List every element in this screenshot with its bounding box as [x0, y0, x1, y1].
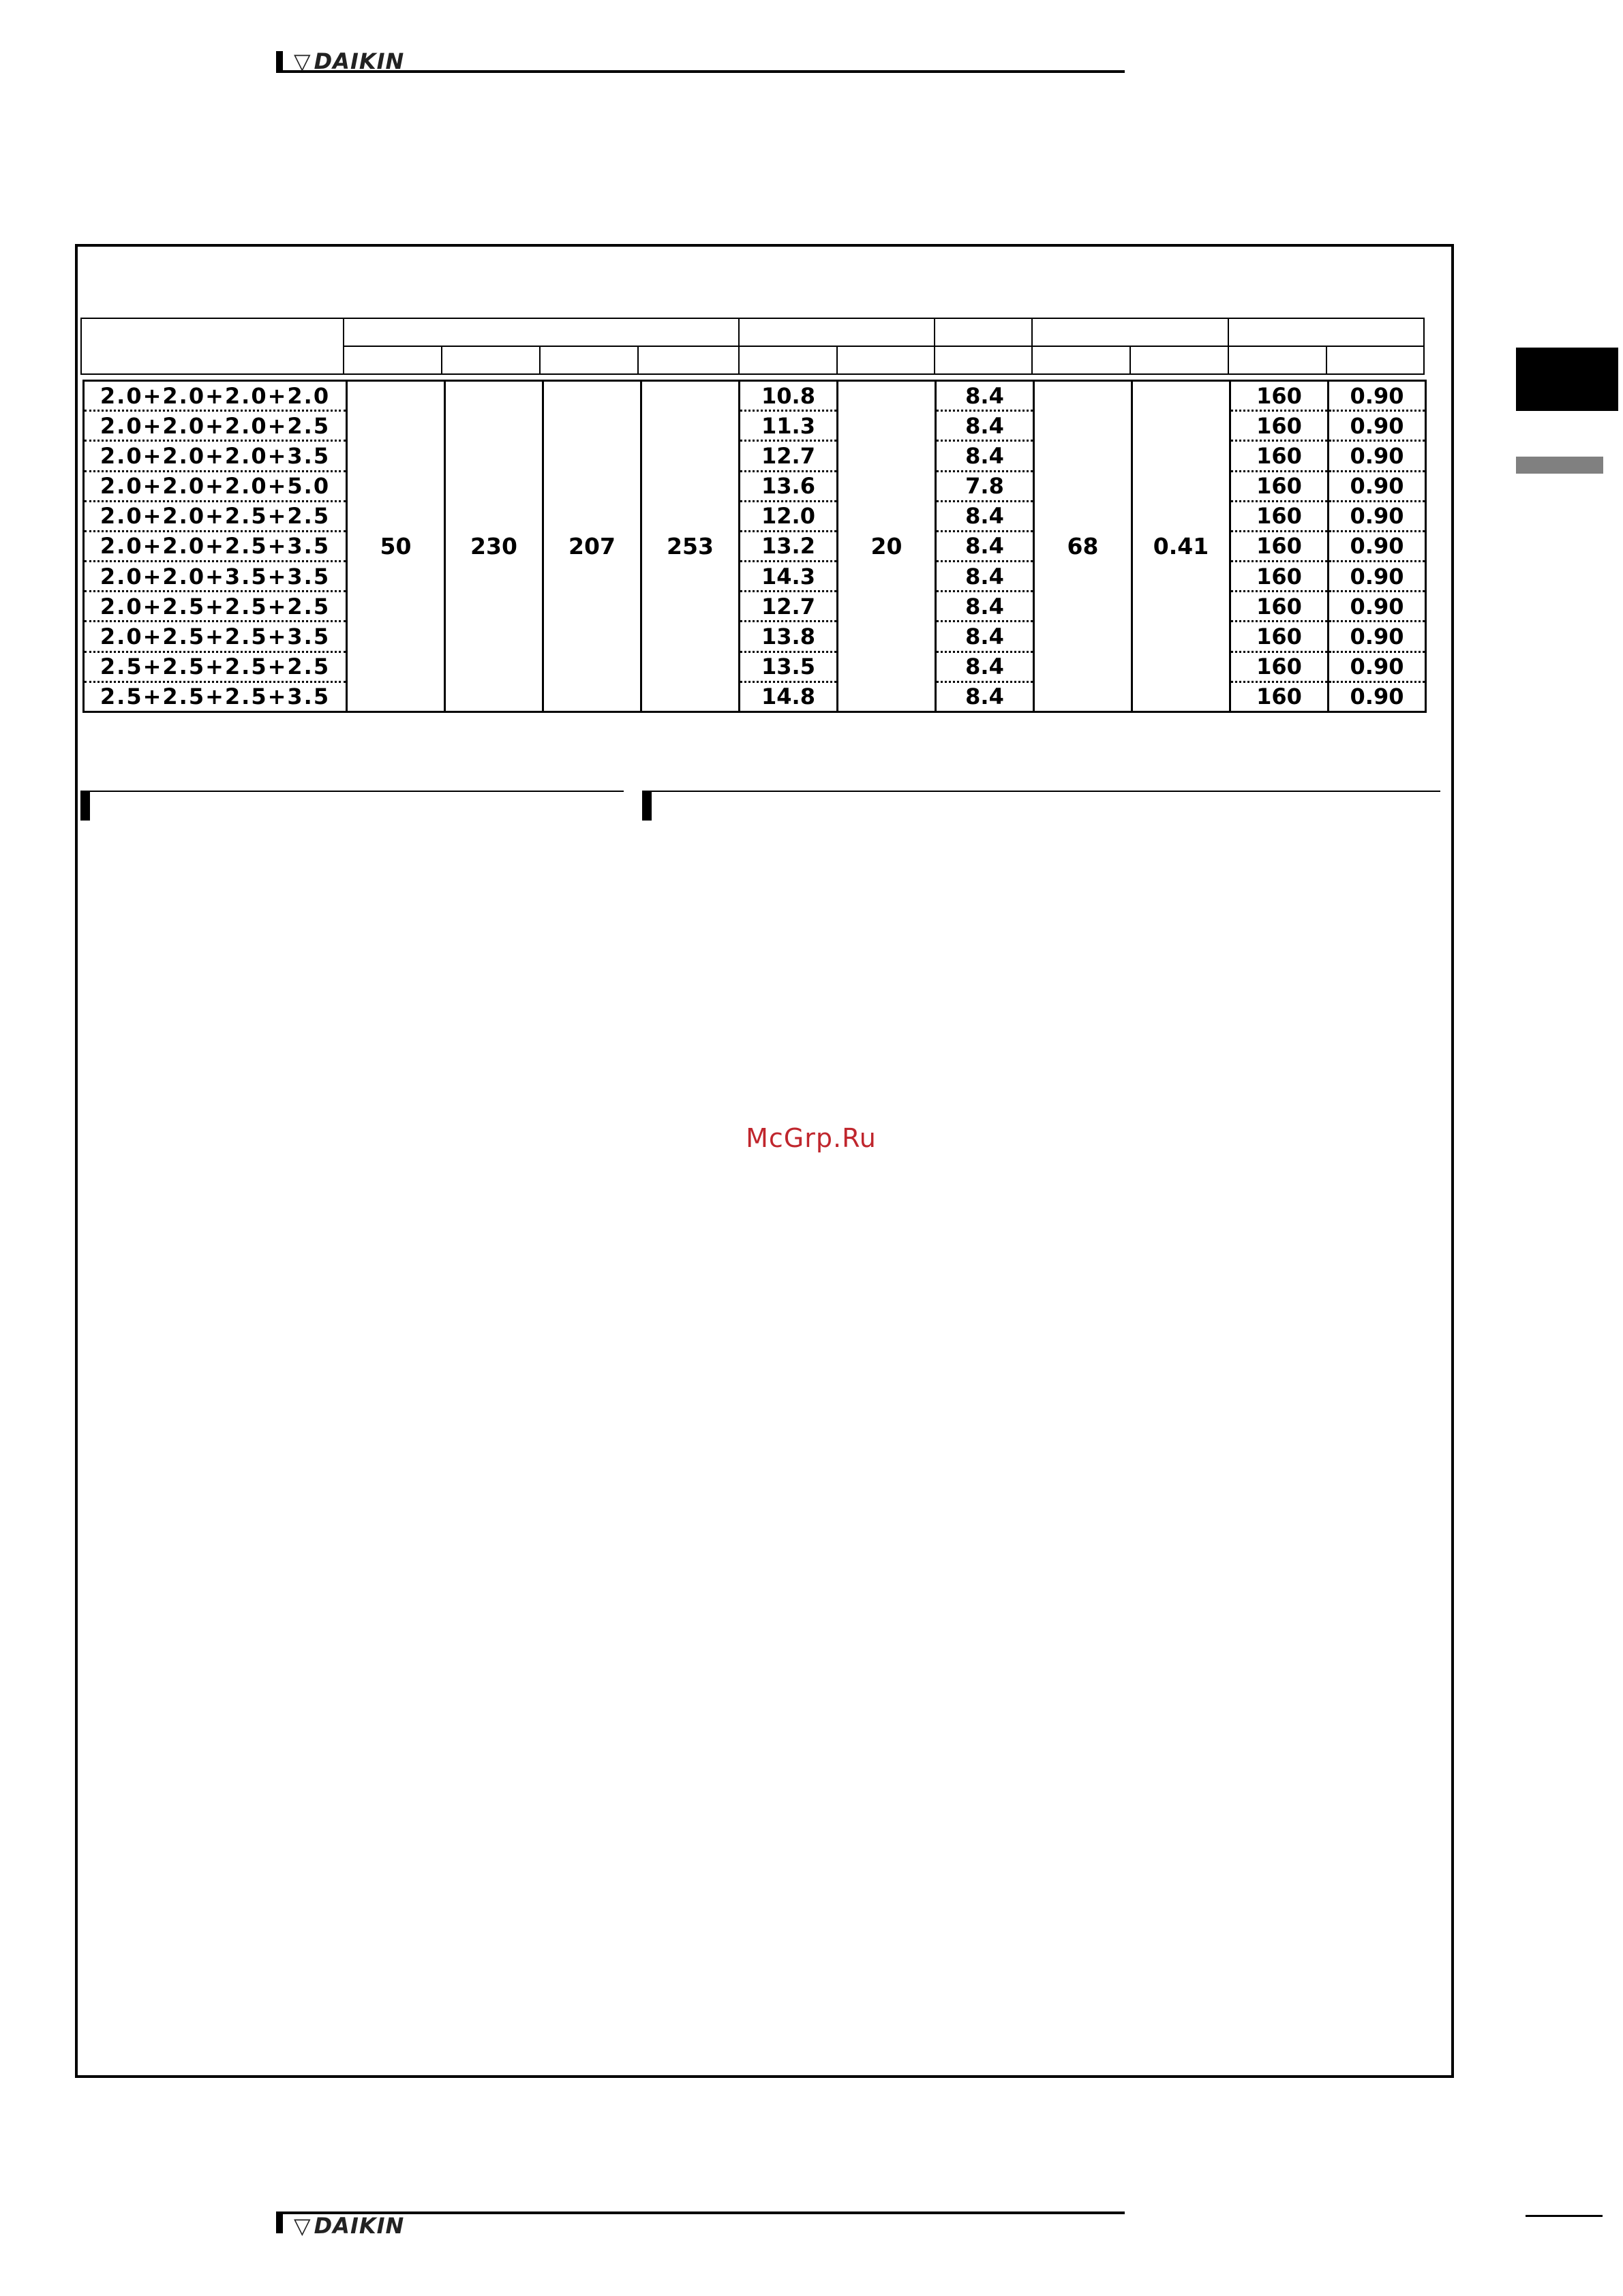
- combination-cell: 2.0+2.0+3.5+3.5: [84, 562, 347, 592]
- value-cell-c7: 8.4: [936, 652, 1034, 682]
- value-cell-c11: 0.90: [1329, 381, 1426, 411]
- value-cell-c7: 7.8: [936, 471, 1034, 501]
- value-cell-c5: 10.8: [740, 381, 838, 411]
- value-cell-c5: 13.6: [740, 471, 838, 501]
- value-cell-c7: 8.4: [936, 531, 1034, 561]
- value-cell-c5: 12.0: [740, 501, 838, 531]
- footer-logo: [276, 2211, 1125, 2239]
- chapter-strip: [1516, 457, 1603, 474]
- value-cell-c11: 0.90: [1329, 471, 1426, 501]
- value-cell-c7: 8.4: [936, 592, 1034, 622]
- value-cell-c11: 0.90: [1329, 411, 1426, 441]
- value-cell-c5: 14.8: [740, 682, 838, 711]
- value-cell-c10: 160: [1230, 622, 1329, 652]
- header-subcell: [1031, 346, 1131, 375]
- value-cell-c11: 0.90: [1329, 652, 1426, 682]
- value-cell-c5: 13.5: [740, 652, 838, 682]
- value-cell-c10: 160: [1230, 411, 1329, 441]
- value-cell-c7: 8.4: [936, 501, 1034, 531]
- value-cell-c8: 68: [1034, 381, 1132, 712]
- footer-logo-tick: [276, 2211, 283, 2233]
- daikin-logo-icon: ▽: [294, 2213, 312, 2239]
- header-cell-group-1: [343, 318, 740, 347]
- header-cell-group-5: [1228, 318, 1425, 347]
- value-cell-c9: 0.41: [1132, 381, 1230, 712]
- header-brand-text: DAIKIN: [314, 48, 405, 74]
- header-subcell: [738, 346, 838, 375]
- header-subcell: [343, 346, 442, 375]
- combination-cell: 2.5+2.5+2.5+3.5: [84, 682, 347, 711]
- value-cell-c10: 160: [1230, 381, 1329, 411]
- value-cell-c6: 20: [838, 381, 936, 712]
- header-subcell: [539, 346, 639, 375]
- value-cell-c7: 8.4: [936, 562, 1034, 592]
- value-cell-c10: 160: [1230, 592, 1329, 622]
- combination-cell: 2.5+2.5+2.5+2.5: [84, 652, 347, 682]
- combination-cell: 2.0+2.0+2.0+2.0: [84, 381, 347, 411]
- header-cell-group-4: [1031, 318, 1229, 347]
- header-rule: [283, 70, 1125, 73]
- value-cell-c11: 0.90: [1329, 592, 1426, 622]
- combination-cell: 2.0+2.5+2.5+3.5: [84, 622, 347, 652]
- value-cell-c5: 12.7: [740, 592, 838, 622]
- value-cell-c7: 8.4: [936, 441, 1034, 471]
- section-heading-right: [642, 791, 1440, 821]
- value-cell-c11: 0.90: [1329, 562, 1426, 592]
- value-cell-c5: 11.3: [740, 411, 838, 441]
- value-cell-c11: 0.90: [1329, 682, 1426, 711]
- value-cell-c7: 8.4: [936, 411, 1034, 441]
- value-cell-c3: 207: [543, 381, 641, 712]
- value-cell-c7: 8.4: [936, 622, 1034, 652]
- section-heading-left: [80, 791, 624, 821]
- value-cell-c11: 0.90: [1329, 622, 1426, 652]
- value-cell-c10: 160: [1230, 471, 1329, 501]
- header-cell-combination: [80, 318, 344, 375]
- header-cell-group-2: [738, 318, 935, 347]
- combination-cell: 2.0+2.0+2.5+2.5: [84, 501, 347, 531]
- header-cell-group-3: [934, 318, 1033, 347]
- header-logo-tick: [276, 51, 283, 73]
- header-subcell: [934, 346, 1033, 375]
- combination-cell: 2.0+2.0+2.0+2.5: [84, 411, 347, 441]
- value-cell-c10: 160: [1230, 682, 1329, 711]
- daikin-logo: [294, 2213, 404, 2239]
- header-subcell: [836, 346, 935, 375]
- value-cell-c10: 160: [1230, 501, 1329, 531]
- spec-table: [82, 380, 1427, 713]
- value-cell-c11: 0.90: [1329, 531, 1426, 561]
- combination-cell: 2.0+2.0+2.0+5.0: [84, 471, 347, 501]
- section-heading-right-rule: [652, 791, 1440, 792]
- value-cell-c2: 230: [445, 381, 543, 712]
- value-cell-c5: 14.3: [740, 562, 838, 592]
- value-cell-c11: 0.90: [1329, 501, 1426, 531]
- footer-brand-text: DAIKIN: [314, 2213, 405, 2239]
- header-subcell: [1326, 346, 1425, 375]
- daikin-logo: [294, 48, 404, 74]
- combination-cell: 2.0+2.5+2.5+2.5: [84, 592, 347, 622]
- value-cell-c10: 160: [1230, 531, 1329, 561]
- section-heading-left-rule: [90, 791, 624, 792]
- section-heading-right-tick: [642, 791, 652, 821]
- value-cell-c7: 8.4: [936, 381, 1034, 411]
- daikin-logo-icon: ▽: [294, 48, 312, 74]
- header-subcell: [1228, 346, 1327, 375]
- header-subcell: [637, 346, 740, 375]
- watermark-text: McGrp.Ru: [746, 1123, 877, 1153]
- value-cell-c7: 8.4: [936, 682, 1034, 711]
- header-subcell: [441, 346, 541, 375]
- value-cell-c10: 160: [1230, 562, 1329, 592]
- value-cell-c5: 13.8: [740, 622, 838, 652]
- value-cell-c10: 160: [1230, 441, 1329, 471]
- combination-cell: 2.0+2.0+2.5+3.5: [84, 531, 347, 561]
- value-cell-c5: 13.2: [740, 531, 838, 561]
- footer-rule: [283, 2211, 1125, 2214]
- value-cell-c11: 0.90: [1329, 441, 1426, 471]
- value-cell-c4: 253: [641, 381, 740, 712]
- spec-table-body: [84, 381, 1426, 712]
- section-heading-left-tick: [80, 791, 90, 821]
- value-cell-c5: 12.7: [740, 441, 838, 471]
- header-logo: [276, 48, 1125, 74]
- value-cell-c1: 50: [347, 381, 445, 712]
- combination-cell: 2.0+2.0+2.0+3.5: [84, 441, 347, 471]
- header-subcell: [1129, 346, 1229, 375]
- table-row: [84, 381, 1426, 411]
- value-cell-c10: 160: [1230, 652, 1329, 682]
- chapter-tab: [1516, 348, 1618, 411]
- page-number-rule: [1526, 2215, 1603, 2217]
